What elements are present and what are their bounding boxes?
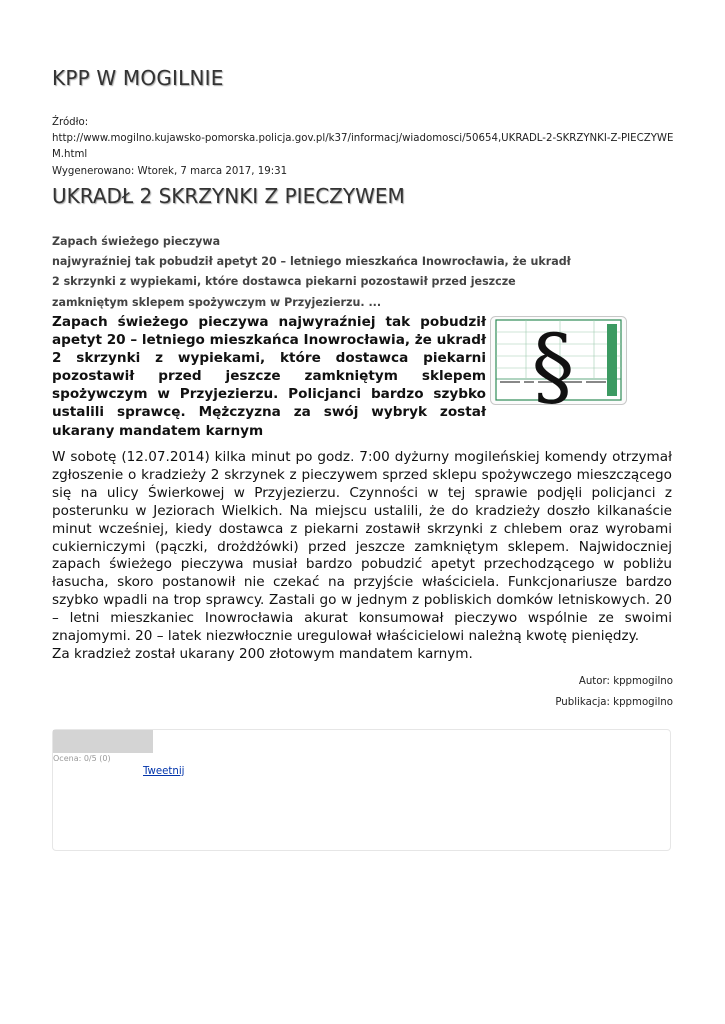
article-lead: Zapach świeżego pieczywa najwyraźniej tak pobudził apetyt 20 – letniego mieszkańca Inowrocławia, że ukradł 2 skrzynki z wypiekami, które dostawca piekarni pozostawił przed jeszcze zamkniętym sklepem spożywczym w Przyjezierzu. Policjanci bardzo szybko ustalili sprawcę. Mężczyzna za swój wybryk został ukarany mandatem karnym: [52, 314, 487, 439]
teaser-line: najwyraźniej tak pobudził apetyt 20 – letniego mieszkańca Inowrocławia, że ukradł: [52, 255, 571, 269]
meta-block: [52, 115, 682, 180]
body-paragraph-last: Za kradzież został ukarany 200 złotowym mandatem karnym.: [52, 645, 473, 662]
author: Autor: kppmogilno: [578, 676, 673, 687]
site-title: KPP W MOGILNIE: [52, 66, 224, 90]
rating-stars[interactable]: [53, 730, 153, 753]
teaser-line: Zapach świeżego pieczywa: [52, 235, 221, 248]
section-sign: §: [531, 317, 575, 405]
author-block: [555, 672, 673, 713]
body-paragraph: W sobotę (12.07.2014) kilka minut po godz. 7:00 dyżurny mogileńskiej komendy otrzymał zgłoszenie o kradzieży 2 skrzynek z pieczywem sprzed sklepu spożywczego mieszczącego się na ulicy Świerkowej w Przyjezierzu. Czynności w tej sprawie podjęli policjanci z posterunku w Jeziorach Wielkich. Na miejscu ustalili, że do kradzieży doszło kilkanaście minut wcześniej, kiedy dostawca z piekarni zostawił skrzynki z chlebem oraz wyrobami cukierniczymi (pączki, drożdżówki) przed jeszcze zamkniętym sklepem. Najwidoczniej zapach świeżego pieczywa musiał bardzo pobudzić apetyt przechodzącego w pobliżu łasucha, skoro postanowił nie czekać na przyjście właściciela. Funkcjonariusze bardzo szybko wpadli na trop sprawcy. Zastali go w jednym z pobliskich domków letniskowych. 20 – letni mieszkaniec Inowrocławia akurat konsumował pieczywo wspólnie ze swoimi znajomymi. 20 – latek niezwłocznie uregulował właścicielowi należną kwotę pieniędzy.: [52, 449, 672, 645]
teaser-line: 2 skrzynki z wypiekami, które dostawca piekarni pozostawił przed jeszcze: [52, 275, 516, 289]
publication: Publikacja: kppmogilno: [555, 696, 673, 708]
source-url[interactable]: http://www.mogilno.kujawsko-pomorska.policja.gov.pl/k37/informacj/wiadomosci/50654,UKRADL-2-SKRZYNKI-Z-PIECZYWEM.html: [52, 133, 674, 161]
article-title: UKRADŁ 2 SKRZYNKI Z PIECZYWEM: [52, 184, 405, 208]
article-teaser: [52, 232, 572, 313]
source-label: Źródło:: [52, 117, 89, 128]
tweet-link[interactable]: Tweetnij: [143, 766, 185, 777]
rating-text: Ocena: 0/5 (0): [53, 754, 111, 763]
generated-date: Wygenerowano: Wtorek, 7 marca 2017, 19:31: [52, 165, 288, 177]
paragraph-section-icon: [490, 316, 627, 405]
article-body: [52, 449, 672, 664]
social-widget-box: [52, 729, 671, 851]
teaser-line: zamkniętym sklepem spożywczym w Przyjezierzu. ...: [52, 295, 382, 309]
